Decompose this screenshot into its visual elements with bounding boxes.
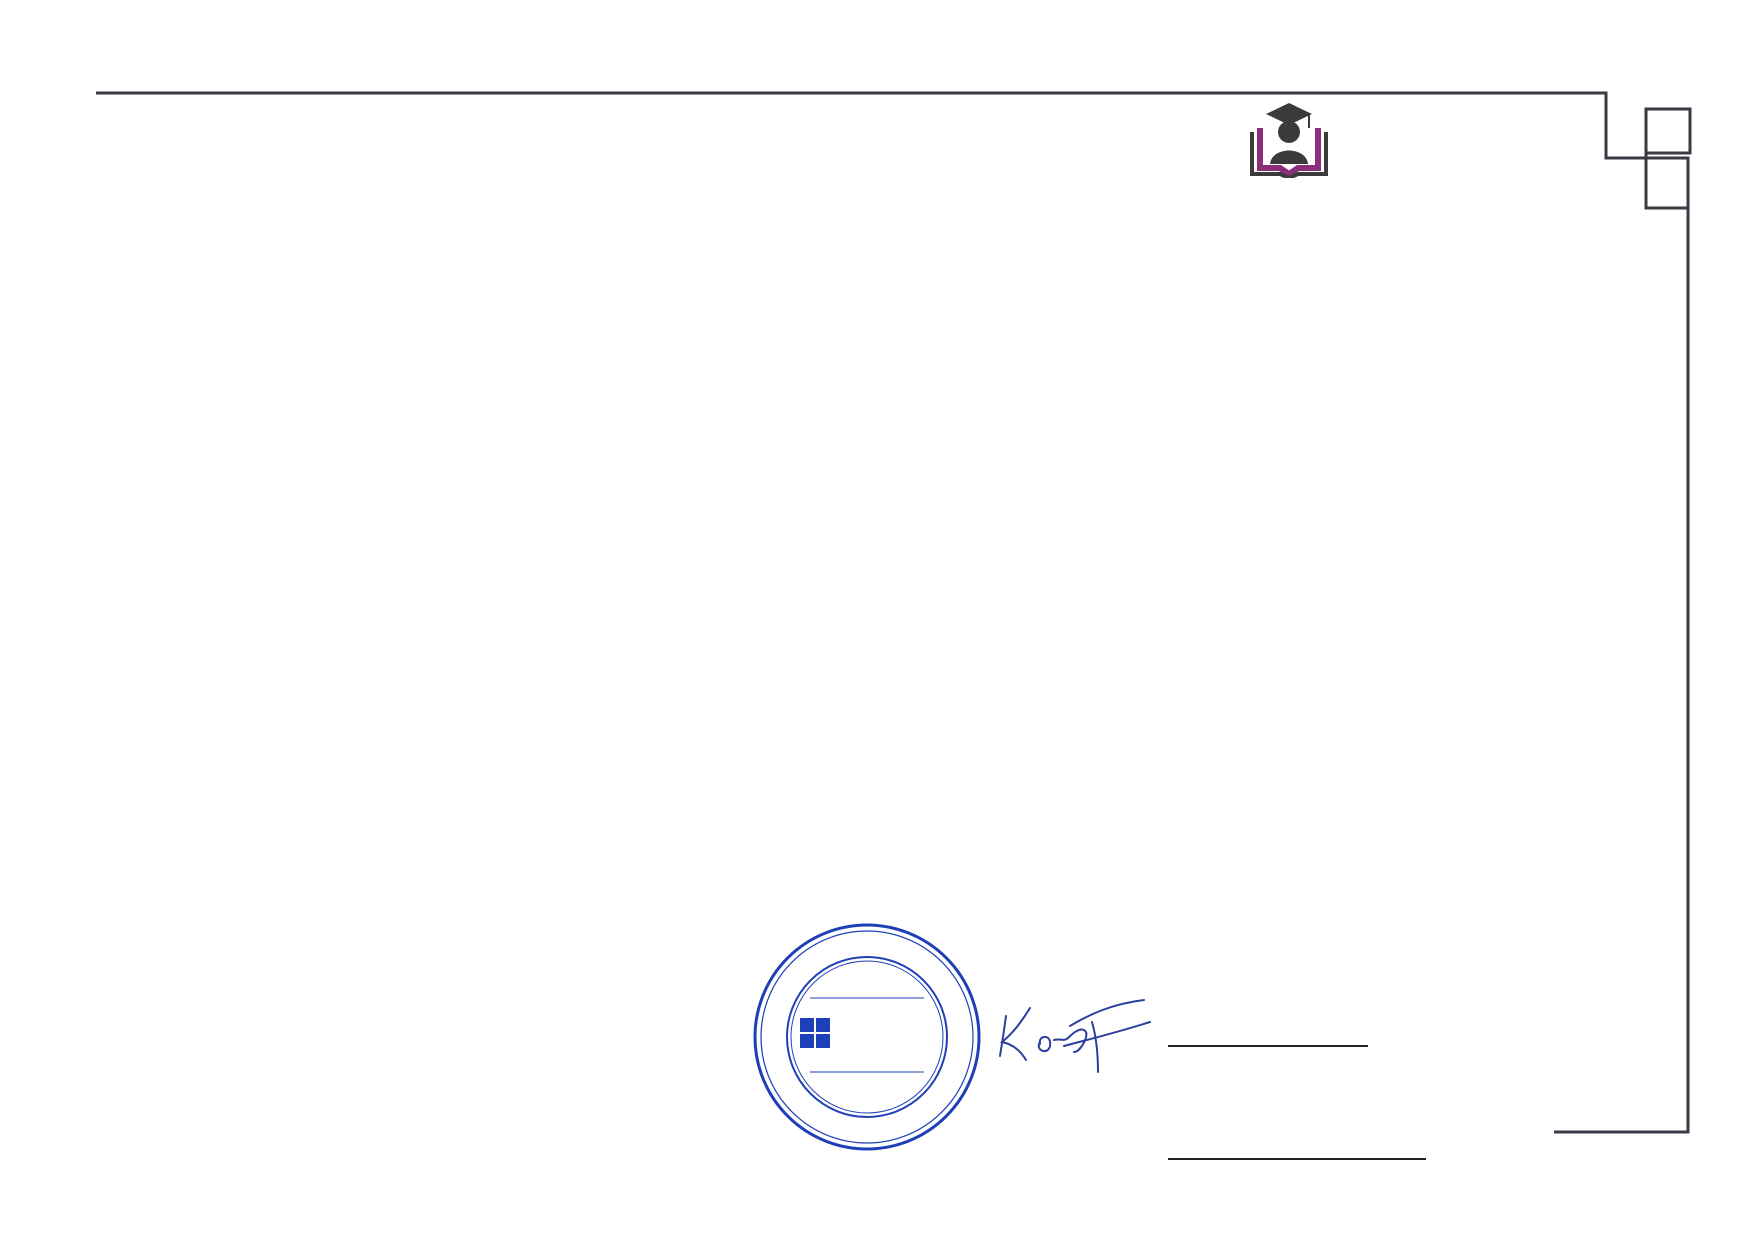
- date-underline: [1168, 1158, 1426, 1160]
- pedagogical-environment-logo: [1244, 98, 1544, 178]
- logo-square-yellow-2: [902, 145, 932, 175]
- logo-square-red-2: [935, 145, 965, 175]
- signer-underline: [1168, 1045, 1368, 1047]
- onskills-logo: [902, 106, 1192, 180]
- logo-square-red-1: [902, 112, 932, 142]
- handwritten-signature: [994, 986, 1164, 1076]
- organization-stamp: [752, 922, 982, 1152]
- graduate-reading-book-icon: [1244, 98, 1334, 178]
- logo-square-yellow-1: [935, 112, 965, 142]
- stamp-logo-squares: [800, 1018, 830, 1048]
